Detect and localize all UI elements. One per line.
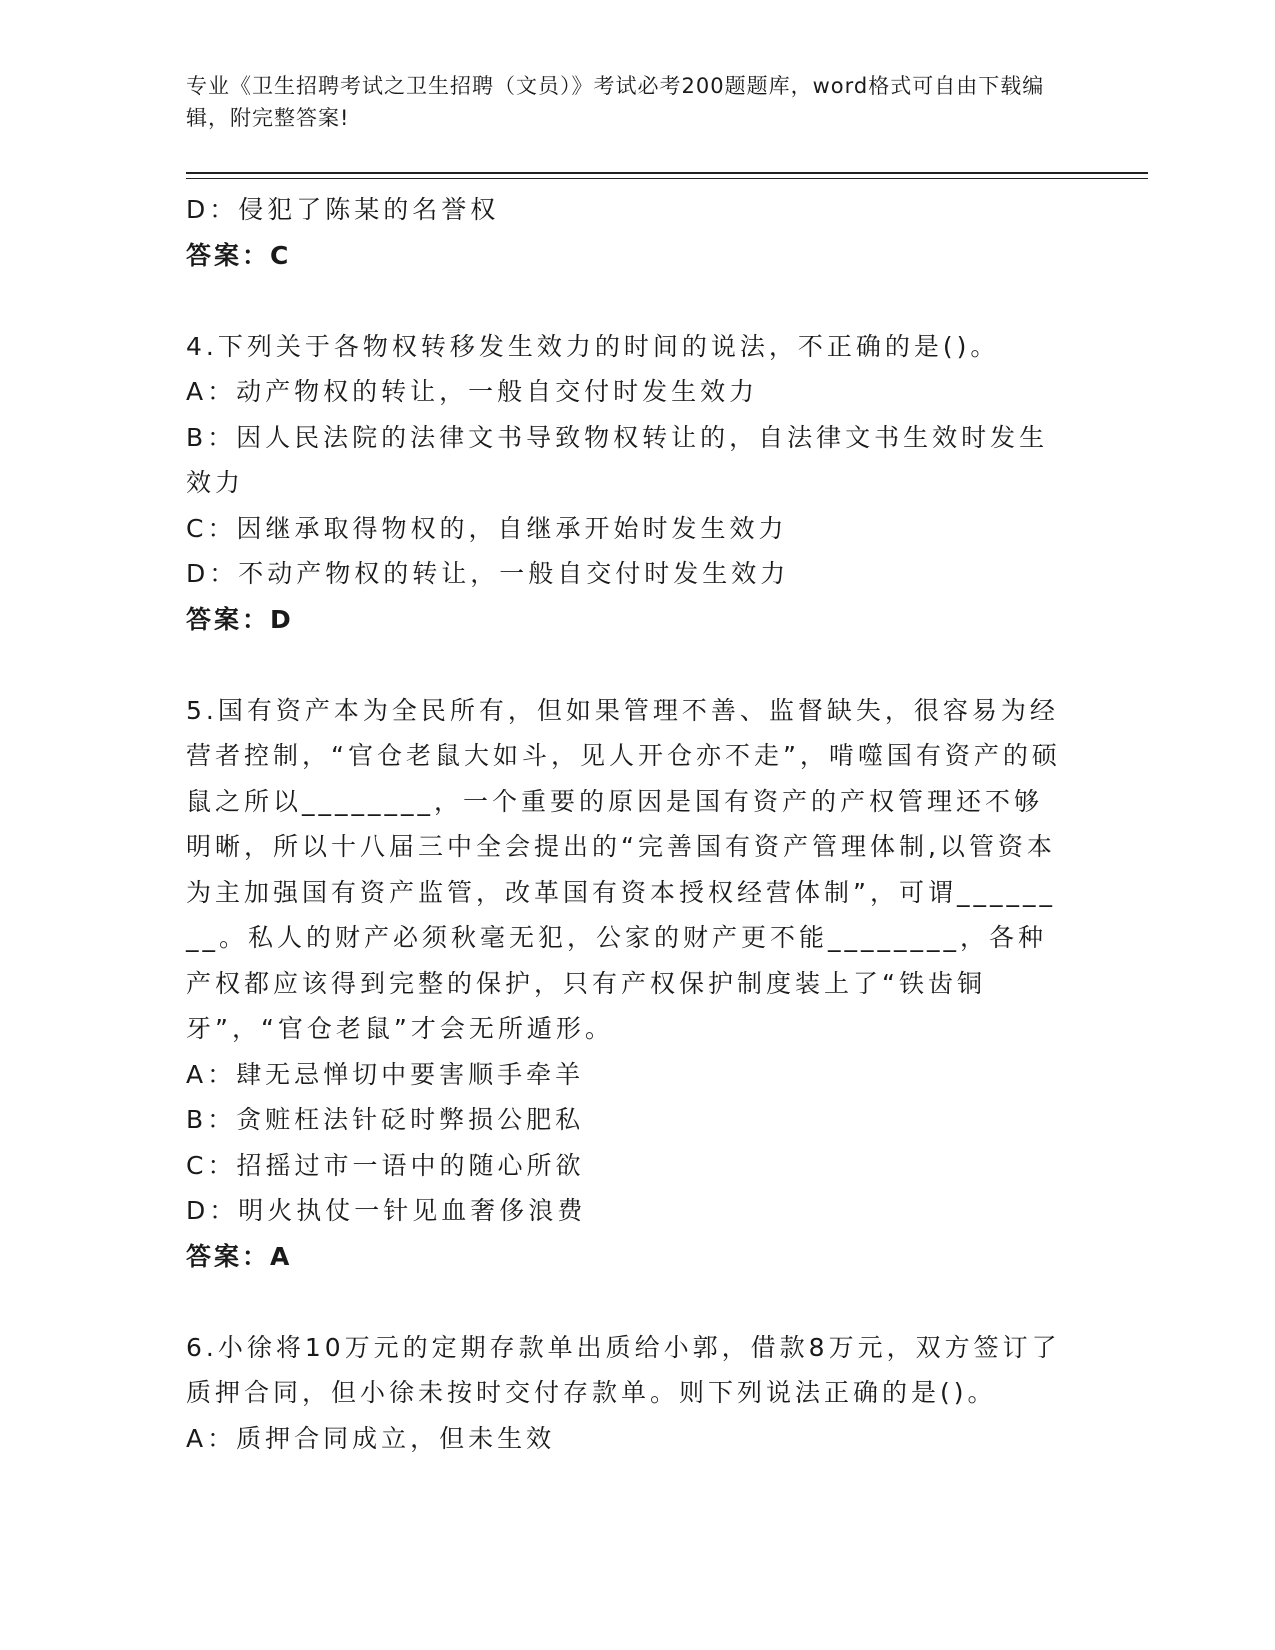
header-divider-thin [186, 178, 1148, 179]
q6-option-a: A：质押合同成立，但未生效 [186, 1423, 556, 1453]
spacer [186, 278, 1086, 324]
q5-answer: 答案：A [186, 1241, 293, 1271]
q5-option-c: C：招摇过市一语中的随心所欲 [186, 1150, 585, 1180]
q4-option-b: B：因人民法院的法律文书导致物权转让的，自法律文书生效时发生效力 [186, 422, 1049, 497]
spacer [186, 642, 1086, 688]
header-divider-thick [186, 172, 1148, 174]
q6-stem: 6.小徐将10万元的定期存款单出质给小郭，借款8万元，双方签订了质押合同，但小徐未按时交付存款单。则下列说法正确的是()。 [186, 1332, 1061, 1407]
q4-option-a: A：动产物权的转让，一般自交付时发生效力 [186, 377, 759, 406]
q5-option-a: A：肆无忌惮切中要害顺手牵羊 [186, 1059, 585, 1089]
q3-option-d: D：侵犯了陈某的名誉权 [186, 195, 500, 224]
document-header: 专业《卫生招聘考试之卫生招聘（文员）》考试必考200题题库，word格式可自由下载编辑，附完整答案! [186, 74, 1045, 130]
q5-option-d: D：明火执仗一针见血奢侈浪费 [186, 1196, 587, 1225]
q4-stem: 4.下列关于各物权转移发生效力的时间的说法，不正确的是()。 [186, 331, 1000, 361]
question-list [186, 187, 1086, 1461]
q4-answer: 答案：D [186, 604, 294, 634]
spacer [186, 1279, 1086, 1325]
q4-option-d: D：不动产物权的转让，一般自交付时发生效力 [186, 559, 790, 588]
q4-option-c: C：因继承取得物权的，自继承开始时发生效力 [186, 513, 788, 543]
q5-stem: 5.国有资产本为全民所有，但如果管理不善、监督缺失，很容易为经营者控制，“官仓老鼠大如斗，见人开仓亦不走”，啃噬国有资产的硕鼠之所以________，一个重要的原因是国有资产的产权管理还不够明晰，所以十八届三中全会提出的“完善国有资产管理体制,以管资本为主加强国有资产监管，改革国有资本授权经营体制”，可谓________。私人的财产必须秋毫无犯，公家的财产更不能________，各种产权都应该得到完整的保护，只有产权保护制度装上了“铁齿铜牙”，“官仓老鼠”才会无所遁形。 [186, 695, 1061, 1043]
q3-answer: 答案：C [186, 240, 292, 270]
q5-option-b: B：贪赃枉法针砭时弊损公肥私 [186, 1105, 585, 1134]
